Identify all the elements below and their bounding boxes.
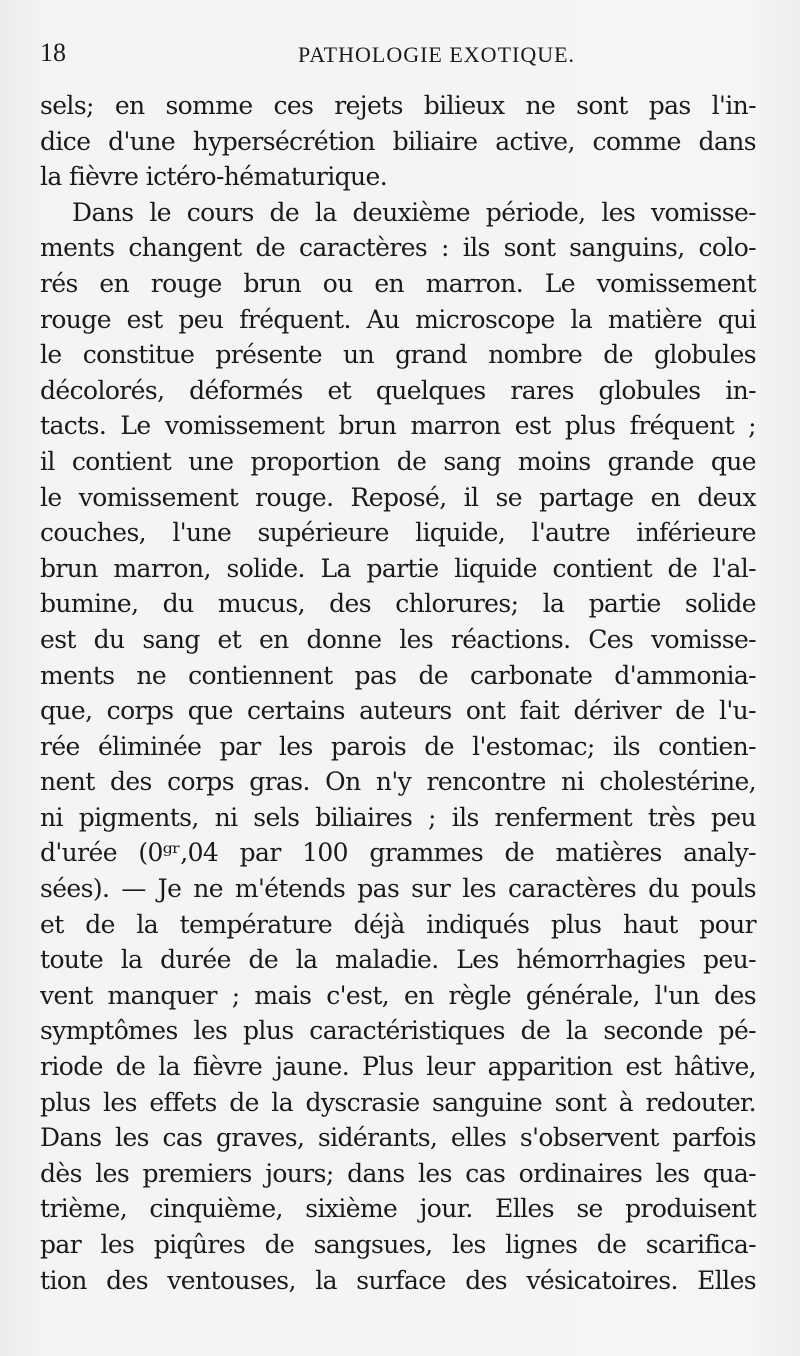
page-number: 18: [40, 38, 66, 67]
text-line: plus les effets de la dyscrasie sanguine sont à redouter.: [40, 1087, 756, 1117]
text-line: dès les premiers jours; dans les cas ordinaires les qua-: [40, 1158, 756, 1188]
text-line: ments changent de caractères : ils sont sanguins, colo-: [40, 233, 756, 263]
text-line: brun marron, solide. La partie liquide contient de l'al-: [40, 553, 756, 583]
running-title: PATHOLOGIE EXOTIQUE.: [298, 42, 576, 67]
text-line: dice d'une hypersécrétion biliaire active, comme dans: [40, 126, 756, 156]
text-line: est du sang et en donne les réactions. Ces vomisse-: [40, 624, 756, 654]
text-line: vent manquer ; mais c'est, en règle générale, l'un des: [40, 980, 756, 1010]
body-text: [40, 88, 756, 1298]
text-line: que, corps que certains auteurs ont fait dériver de l'u-: [40, 696, 756, 726]
text-line: trième, cinquième, sixième jour. Elles se produisent: [40, 1194, 756, 1224]
text-line: rouge est peu fréquent. Au microscope la matière qui: [40, 304, 756, 334]
text-line: il contient une proportion de sang moins grande que: [40, 446, 756, 476]
text-line: et de la température déjà indiqués plus haut pour: [40, 909, 756, 939]
text-line: sées). — Je ne m'étends pas sur les caractères du pouls: [40, 874, 756, 904]
text-line: la fièvre ictéro-hématurique.: [40, 162, 388, 192]
text-line: Dans le cours de la deuxième période, les vomisse-: [72, 197, 756, 227]
page-header: [40, 38, 760, 72]
text-line: riode de la fièvre jaune. Plus leur apparition est hâtive,: [40, 1052, 756, 1082]
text-line: sels; en somme ces rejets bilieux ne sont pas l'in-: [40, 91, 756, 120]
text-line: le vomissement rouge. Reposé, il se partage en deux: [40, 482, 756, 512]
text-line: décolorés, déformés et quelques rares globules in-: [40, 375, 756, 405]
text-line: tacts. Le vomissement brun marron est plus fréquent ;: [40, 411, 756, 441]
text-line: rée éliminée par les parois de l'estomac; ils contien-: [40, 731, 756, 761]
text-line: ments ne contiennent pas de carbonate d'ammonia-: [40, 660, 756, 690]
text-line: d'urée (0ᵍʳ,04 par 100 grammes de matières analy-: [40, 838, 756, 868]
text-line: bumine, du mucus, des chlorures; la partie solide: [40, 589, 756, 619]
text-line: nent des corps gras. On n'y rencontre ni cholestérine,: [40, 767, 756, 797]
text-line: Dans les cas graves, sidérants, elles s'observent parfois: [40, 1123, 756, 1153]
text-line: symptômes les plus caractéristiques de la seconde pé-: [40, 1016, 756, 1046]
text-line: tion des ventouses, la surface des vésicatoires. Elles: [40, 1265, 756, 1295]
text-line: par les piqûres de sangsues, les lignes de scarifica-: [40, 1230, 756, 1259]
text-line: couches, l'une supérieure liquide, l'autre inférieure: [40, 518, 756, 548]
text-line: rés en rouge brun ou en marron. Le vomissement: [40, 268, 756, 298]
text-line: ni pigments, ni sels biliaires ; ils renferment très peu: [40, 802, 756, 832]
text-line: toute la durée de la maladie. Les hémorrhagies peu-: [40, 945, 756, 975]
text-line: le constitue présente un grand nombre de globules: [40, 340, 756, 370]
